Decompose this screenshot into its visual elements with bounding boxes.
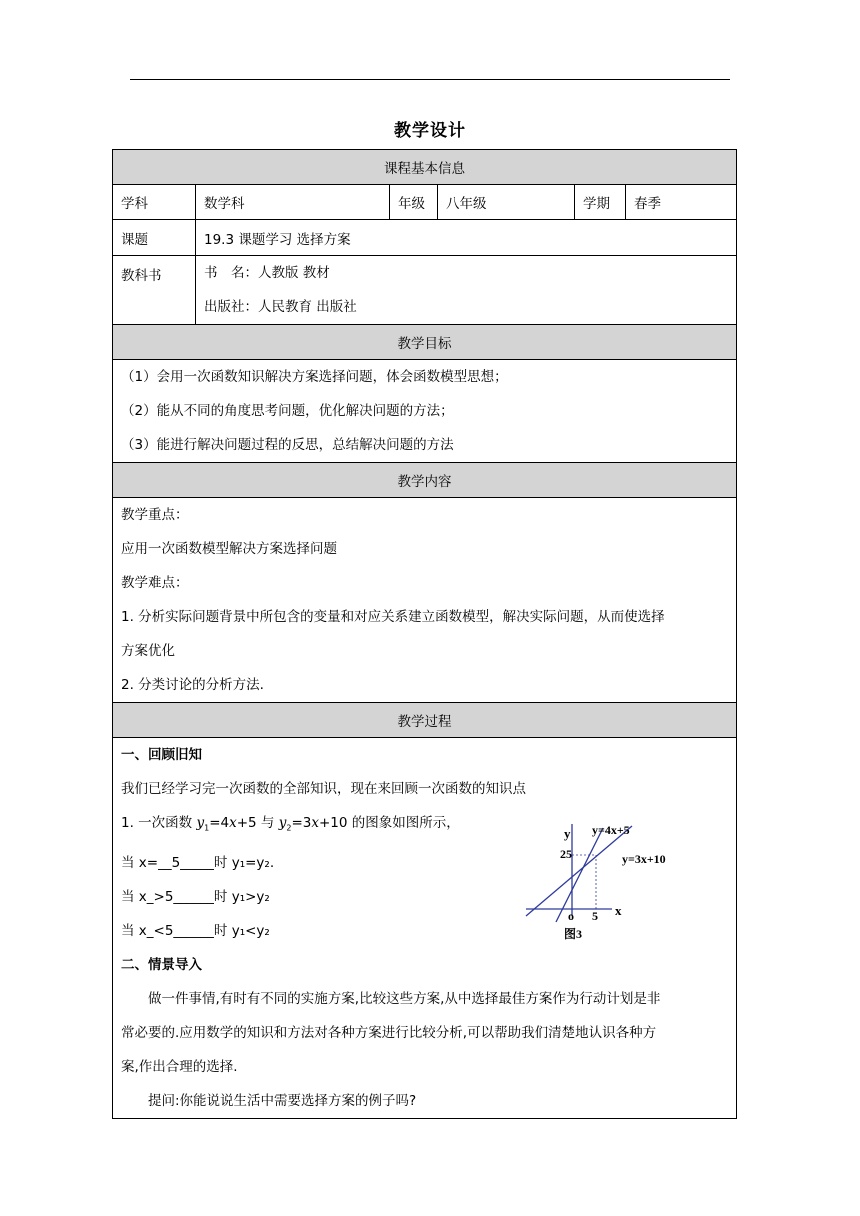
book-name-line: 书 名：人教版 教材 bbox=[204, 265, 330, 281]
textbook-label: 教科书 bbox=[113, 256, 196, 325]
y-axis-label: y bbox=[564, 826, 571, 841]
line2-label: y=3x+10 bbox=[622, 852, 666, 866]
section-scenario-title: 二、情景导入 bbox=[121, 956, 202, 973]
objectives-header: 教学目标 bbox=[113, 325, 737, 360]
q1-mid: +5 与 bbox=[236, 815, 279, 831]
section-review-title: 一、回顾旧知 bbox=[121, 747, 202, 763]
origin-label: o bbox=[568, 909, 574, 923]
grade-value: 八年级 bbox=[438, 185, 575, 220]
figure-caption: 图3 bbox=[564, 927, 583, 941]
scenario-paragraph-cont: 常必要的.应用数学的知识和方法对各种方案进行比较分析,可以帮助我们清楚地认识各种方 bbox=[121, 1024, 657, 1041]
content-body bbox=[113, 498, 737, 703]
term-value: 春季 bbox=[626, 185, 737, 220]
header-rule bbox=[130, 79, 730, 80]
difficulty-item: 2. 分类讨论的分析方法. bbox=[121, 677, 264, 693]
q1-prefix: 1. 一次函数 bbox=[121, 815, 197, 831]
scenario-paragraph-cont: 案,作出合理的选择. bbox=[121, 1058, 238, 1075]
lesson-plan-table bbox=[112, 149, 737, 1119]
difficulty-item-cont: 方案优化 bbox=[121, 643, 175, 659]
answer-1: 当 x=__5_____时 y₁=y₂. bbox=[121, 854, 275, 871]
grade-label: 年级 bbox=[390, 185, 438, 220]
line1-label: y=4x+5 bbox=[592, 823, 630, 837]
topic-label: 课题 bbox=[113, 220, 196, 256]
key-point-label: 教学重点： bbox=[121, 507, 189, 523]
x-axis-label: x bbox=[615, 903, 622, 918]
question-1: 1. 一次函数 $y_1=4x+5$ 与 $y_2=3x+10$ 的图象如图所示， bbox=[121, 815, 460, 833]
key-point-text: 应用一次函数模型解决方案选择问题 bbox=[121, 541, 337, 557]
subject-value: 数学科 bbox=[196, 185, 390, 220]
difficulty-item: 1. 分析实际问题背景中所包含的变量和对应关系建立函数模型，解决实际问题，从而使选择 bbox=[121, 609, 665, 625]
textbook-info bbox=[196, 256, 737, 325]
q1-end: +10 的图象如图所示， bbox=[318, 815, 460, 831]
objective-item: （3）能进行解决问题过程的反思，总结解决问题的方法 bbox=[121, 437, 454, 453]
answer-3: 当 x_<5______时 y₁<y₂ bbox=[121, 922, 270, 939]
publisher-line: 出版社：人民教育 出版社 bbox=[204, 299, 357, 315]
q1-x2: x bbox=[311, 815, 319, 831]
subject-label: 学科 bbox=[113, 185, 196, 220]
topic-value: 19.3 课题学习 选择方案 bbox=[196, 220, 737, 256]
process-header: 教学过程 bbox=[113, 703, 737, 738]
q1-eq2: =3 bbox=[291, 815, 312, 831]
y-tick-label: 25 bbox=[560, 847, 572, 861]
content-header: 教学内容 bbox=[113, 463, 737, 498]
scenario-paragraph: 做一件事情,有时有不同的实施方案,比较这些方案,从中选择最佳方案作为行动计划是非 bbox=[148, 990, 661, 1007]
document-title: 教学设计 bbox=[394, 121, 466, 141]
objective-item: （1）会用一次函数知识解决方案选择问题，体会函数模型思想； bbox=[121, 369, 508, 385]
objective-item: （2）能从不同的角度思考问题，优化解决问题的方法； bbox=[121, 403, 454, 419]
x-tick-label: 5 bbox=[592, 909, 598, 923]
term-label: 学期 bbox=[575, 185, 626, 220]
function-graph-figure bbox=[520, 818, 700, 946]
objectives-list bbox=[113, 360, 737, 463]
answer-2: 当 x_>5______时 y₁>y₂ bbox=[121, 888, 270, 905]
basic-info-header: 课程基本信息 bbox=[113, 150, 737, 185]
q1-y1: y bbox=[196, 815, 205, 831]
q1-x1: x bbox=[229, 815, 237, 831]
discussion-question: 提问:你能说说生活中需要选择方案的例子吗? bbox=[148, 1092, 417, 1109]
review-intro: 我们已经学习完一次函数的全部知识，现在来回顾一次函数的知识点 bbox=[121, 781, 526, 797]
q1-eq1: =4 bbox=[209, 815, 230, 831]
difficulty-label: 教学难点： bbox=[121, 575, 189, 591]
q1-y2: y bbox=[278, 815, 287, 831]
